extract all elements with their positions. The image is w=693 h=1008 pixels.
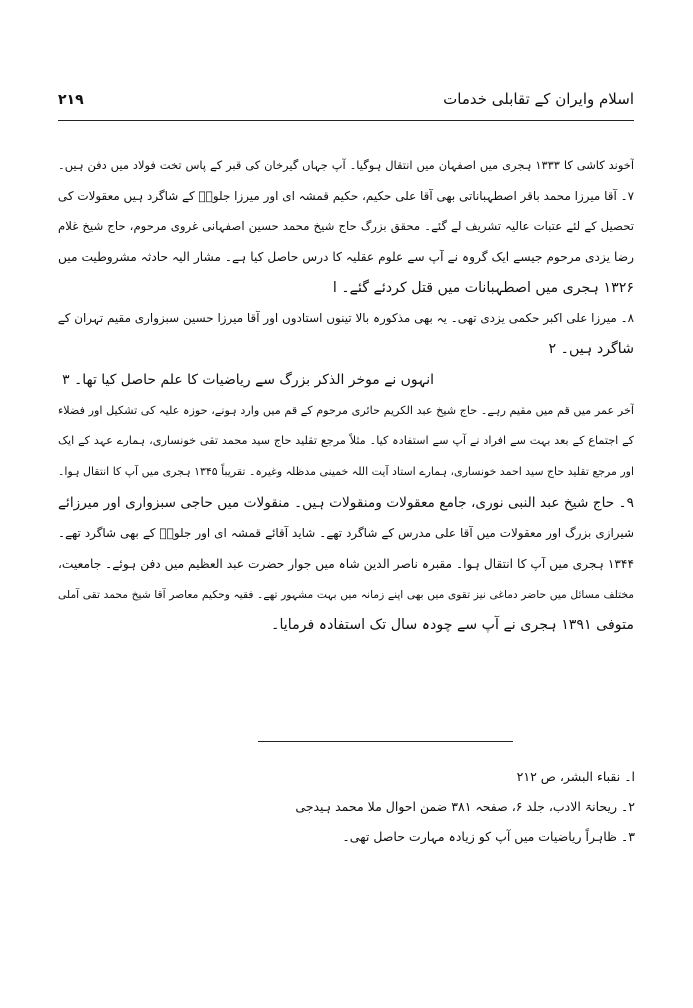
body-line: شاگرد ہیں۔ ۲ (548, 341, 634, 358)
header-rule (58, 120, 634, 121)
body-line: ۹۔ حاج شیخ عبد النبی نوری، جامع معقولات ومنقولات ہیں۔ منقولات میں حاجی سبزواری اور میرزائے (58, 494, 634, 511)
footnote: ا۔ نقباء البشر، ص ۲۱۲ (516, 769, 635, 784)
footnote: ۲۔ ریحانۃ الادب، جلد ۶، صفحہ ۳۸۱ ضمن احوال ملا محمد ہیدجی (295, 799, 635, 814)
body-line: ۸۔ میرزا علی اکبر حکمی یزدی تھی۔ یہ بھی مذکورہ بالا تینوں استادوں اور آقا میرزا حسین سبزواری مقیم تہران کے (58, 311, 634, 326)
body-line: متوفی ۱۳۹۱ ہجری نے آپ سے چودہ سال تک استفادہ فرمایا۔ (271, 617, 634, 634)
page-header (58, 90, 634, 118)
body-line: انہوں نے موخر الذکر بزرگ سے ریاضیات کا علم حاصل کیا تھا۔ ۳ (62, 371, 434, 388)
body-line: شیرازی بزرگ اور معقولات میں آقا علی مدرس کے شاگرد تھے۔ شاید آقائے قمشہ ای اور جلوہؒ کے بھی شاگرد تھے۔ (58, 526, 634, 541)
page-number: ۲۱۹ (58, 92, 84, 108)
body-line: ۷۔ آقا میرزا محمد باقر اصطہباناتی بھی آقا علی حکیم، حکیم قمشہ ای اور میرزا جلوہؒ کے شاگرد ہیں معقولات کی (58, 188, 634, 203)
footnote: ۳۔ ظاہراً ریاضیات میں آپ کو زیادہ مہارت حاصل تھی۔ (342, 829, 635, 844)
body-line: ۱۳۴۴ ہجری میں آپ کا انتقال ہوا۔ مقبرہ ناصر الدین شاہ میں جوار حضرت عبد العظیم میں دفن ہوئے۔ جامعیت، (58, 556, 634, 571)
body-line: تحصیل کے لئے عتبات عالیہ تشریف لے گئے۔ محقق بزرگ حاج شیخ محمد حسین اصفہانی غروی مرحوم، حاج شیخ غلام (58, 219, 634, 234)
body-line: رضا یزدی مرحوم جیسے ایک گروہ نے آپ سے علوم عقلیہ کا درس حاصل کیا ہے۔ مشار الیہ حادثہ مشروطیت میں (58, 250, 634, 265)
body-line: ۱۳۲۶ ہجری میں اصطہبانات میں قتل کردئے گئے۔ ا (332, 279, 634, 296)
body-line: مختلف مسائل میں حاضر دماغی نیز تقوی میں بھی اپنے زمانہ میں بہت مشہور تھے۔ فقیہ وحکیم معاصر آقا شیخ محمد تقی آملی (58, 587, 634, 601)
footnotes (215, 762, 635, 852)
body-line: کے اجتماع کے بعد بہت سے افراد نے آپ سے استفادہ کیا۔ مثلاً مرجع تقلید حاج سید محمد تقی خونساری، ہمارے عہد کے ایک (58, 434, 634, 448)
body-text (58, 150, 634, 641)
body-line: آخوند کاشی کا ۱۳۳۳ ہجری میں اصفہان میں انتقال ہوگیا۔ آپ جہاں گیرخان کی قبر کے پاس تخت فولاد میں دفن ہیں۔ (58, 158, 634, 172)
footnote-rule (258, 741, 513, 742)
running-title: اسلام وایران کے تقابلی خدمات (443, 90, 634, 108)
body-line: اور مرجع تقلید حاج سید احمد خونساری، ہمارے استاد آیت اللہ خمینی مدظلہ وغیرہ۔ تقریباً ۱۳۴۵ ہجری میں آپ کا انتقال ہوا۔ (58, 464, 634, 478)
body-line: آخر عمر میں قم میں مقیم رہے۔ حاج شیخ عبد الکریم حائری مرحوم کے قم میں وارد ہونے، حوزہ علیہ کی تشکیل اور فضلاء (58, 403, 634, 417)
